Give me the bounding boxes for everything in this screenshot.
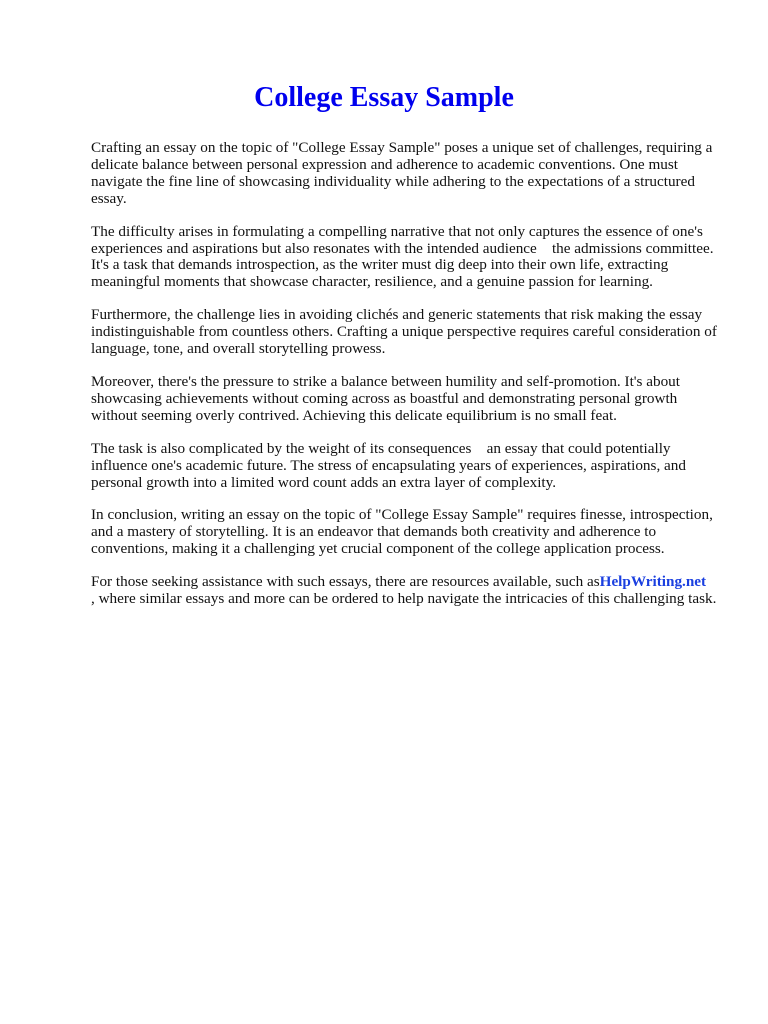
- paragraph-6: In conclusion, writing an essay on the topic of "College Essay Sample" requires finesse, introspection, and a mastery of storytelling. It is an endeavor that demands both creativity and adherence to conventions, making it a challenging yet crucial component of the college application process.: [91, 506, 713, 558]
- paragraph-1: Crafting an essay on the topic of "College Essay Sample" poses a unique set of challenges, requiring a delicate balance between personal expression and adherence to academic conventions. One must navigate the fine line of showcasing individuality while adhering to the expectations of a structured essay.: [91, 139, 713, 207]
- helpwriting-link[interactable]: HelpWriting.net: [599, 573, 707, 591]
- closing-text-after: , where similar essays and more can be ordered to help navigate the intricacies of this challenging task.: [91, 590, 717, 608]
- paragraph-4: Moreover, there's the pressure to strike a balance between humility and self-promotion. It's about showcasing achievements without coming across as boastful and demonstrating personal growth without seeming overly contrived. Achieving this delicate equilibrium is no small feat.: [91, 372, 680, 424]
- closing-text-before: For those seeking assistance with such essays, there are resources available, such as: [91, 573, 600, 591]
- paragraph-3: Furthermore, the challenge lies in avoiding clichés and generic statements that risk making the essay indistinguishable from countless others. Crafting a unique perspective requires careful consideration of language, tone, and overall storytelling prowess.: [91, 306, 717, 358]
- paragraph-2: The difficulty arises in formulating a compelling narrative that not only captures the essence of one's experiences and aspirations but also resonates with the intended audience the admissions committee. It's a task that demands introspection, as the writer must dig deep into their own life, extracting meaningful moments that showcase character, resilience, and a genuine passion for learning.: [91, 222, 718, 291]
- closing-paragraph: [91, 574, 721, 608]
- page-title: College Essay Sample: [254, 82, 514, 113]
- paragraph-5: The task is also complicated by the weight of its consequences an essay that could potentially influence one's academic future. The stress of encapsulating years of experiences, aspirations, and personal growth into a limited word count adds an extra layer of complexity.: [91, 439, 690, 491]
